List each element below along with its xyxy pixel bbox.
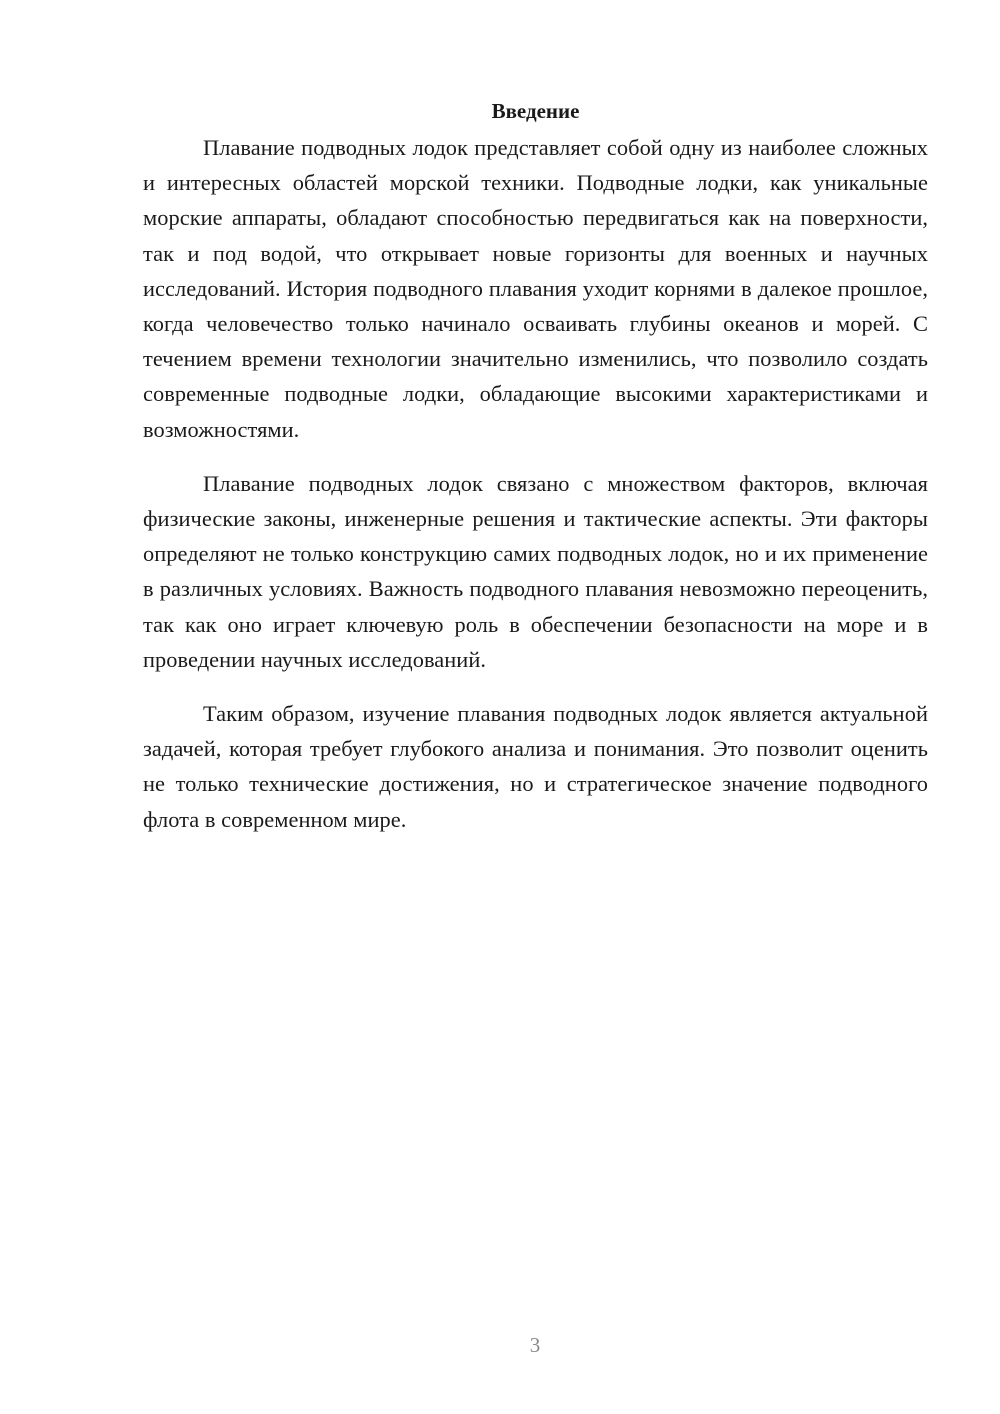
paragraph-3: Таким образом, изучение плавания подводных лодок является актуальной задачей, которая требует глубокого анализа и понимания. Это позволит оценить не только технические достижения, но и стратегическое значение подводного флота в современном мире. <box>143 701 928 832</box>
section-heading: Введение <box>491 99 580 123</box>
paragraph-2: Плавание подводных лодок связано с множеством факторов, включая физические законы, инженерные решения и тактические аспекты. Эти факторы определяют не только конструкцию самих подводных лодок, но и их применение в различных условиях. Важность подводного плавания невозможно переоценить, так как оно играет ключевую роль в обеспечении безопасности на море и в проведении научных исследований. <box>143 470 928 672</box>
page-number: 3 <box>529 1333 541 1357</box>
page-body <box>143 96 928 837</box>
paragraph-1: Плавание подводных лодок представляет собой одну из наиболее сложных и интересных областей морской техники. Подводные лодки, как уникальные морские аппараты, обладают способностью передвигаться как на поверхности, так и под водой, что открывает новые горизонты для военных и научных исследований. История подводного плавания уходит корнями в далекое прошлое, когда человечество только начинало осваивать глубины океанов и морей. С течением времени технологии значительно изменились, что позволило создать современные подводные лодки, обладающие высокими характеристиками и возможностями. <box>143 135 928 442</box>
